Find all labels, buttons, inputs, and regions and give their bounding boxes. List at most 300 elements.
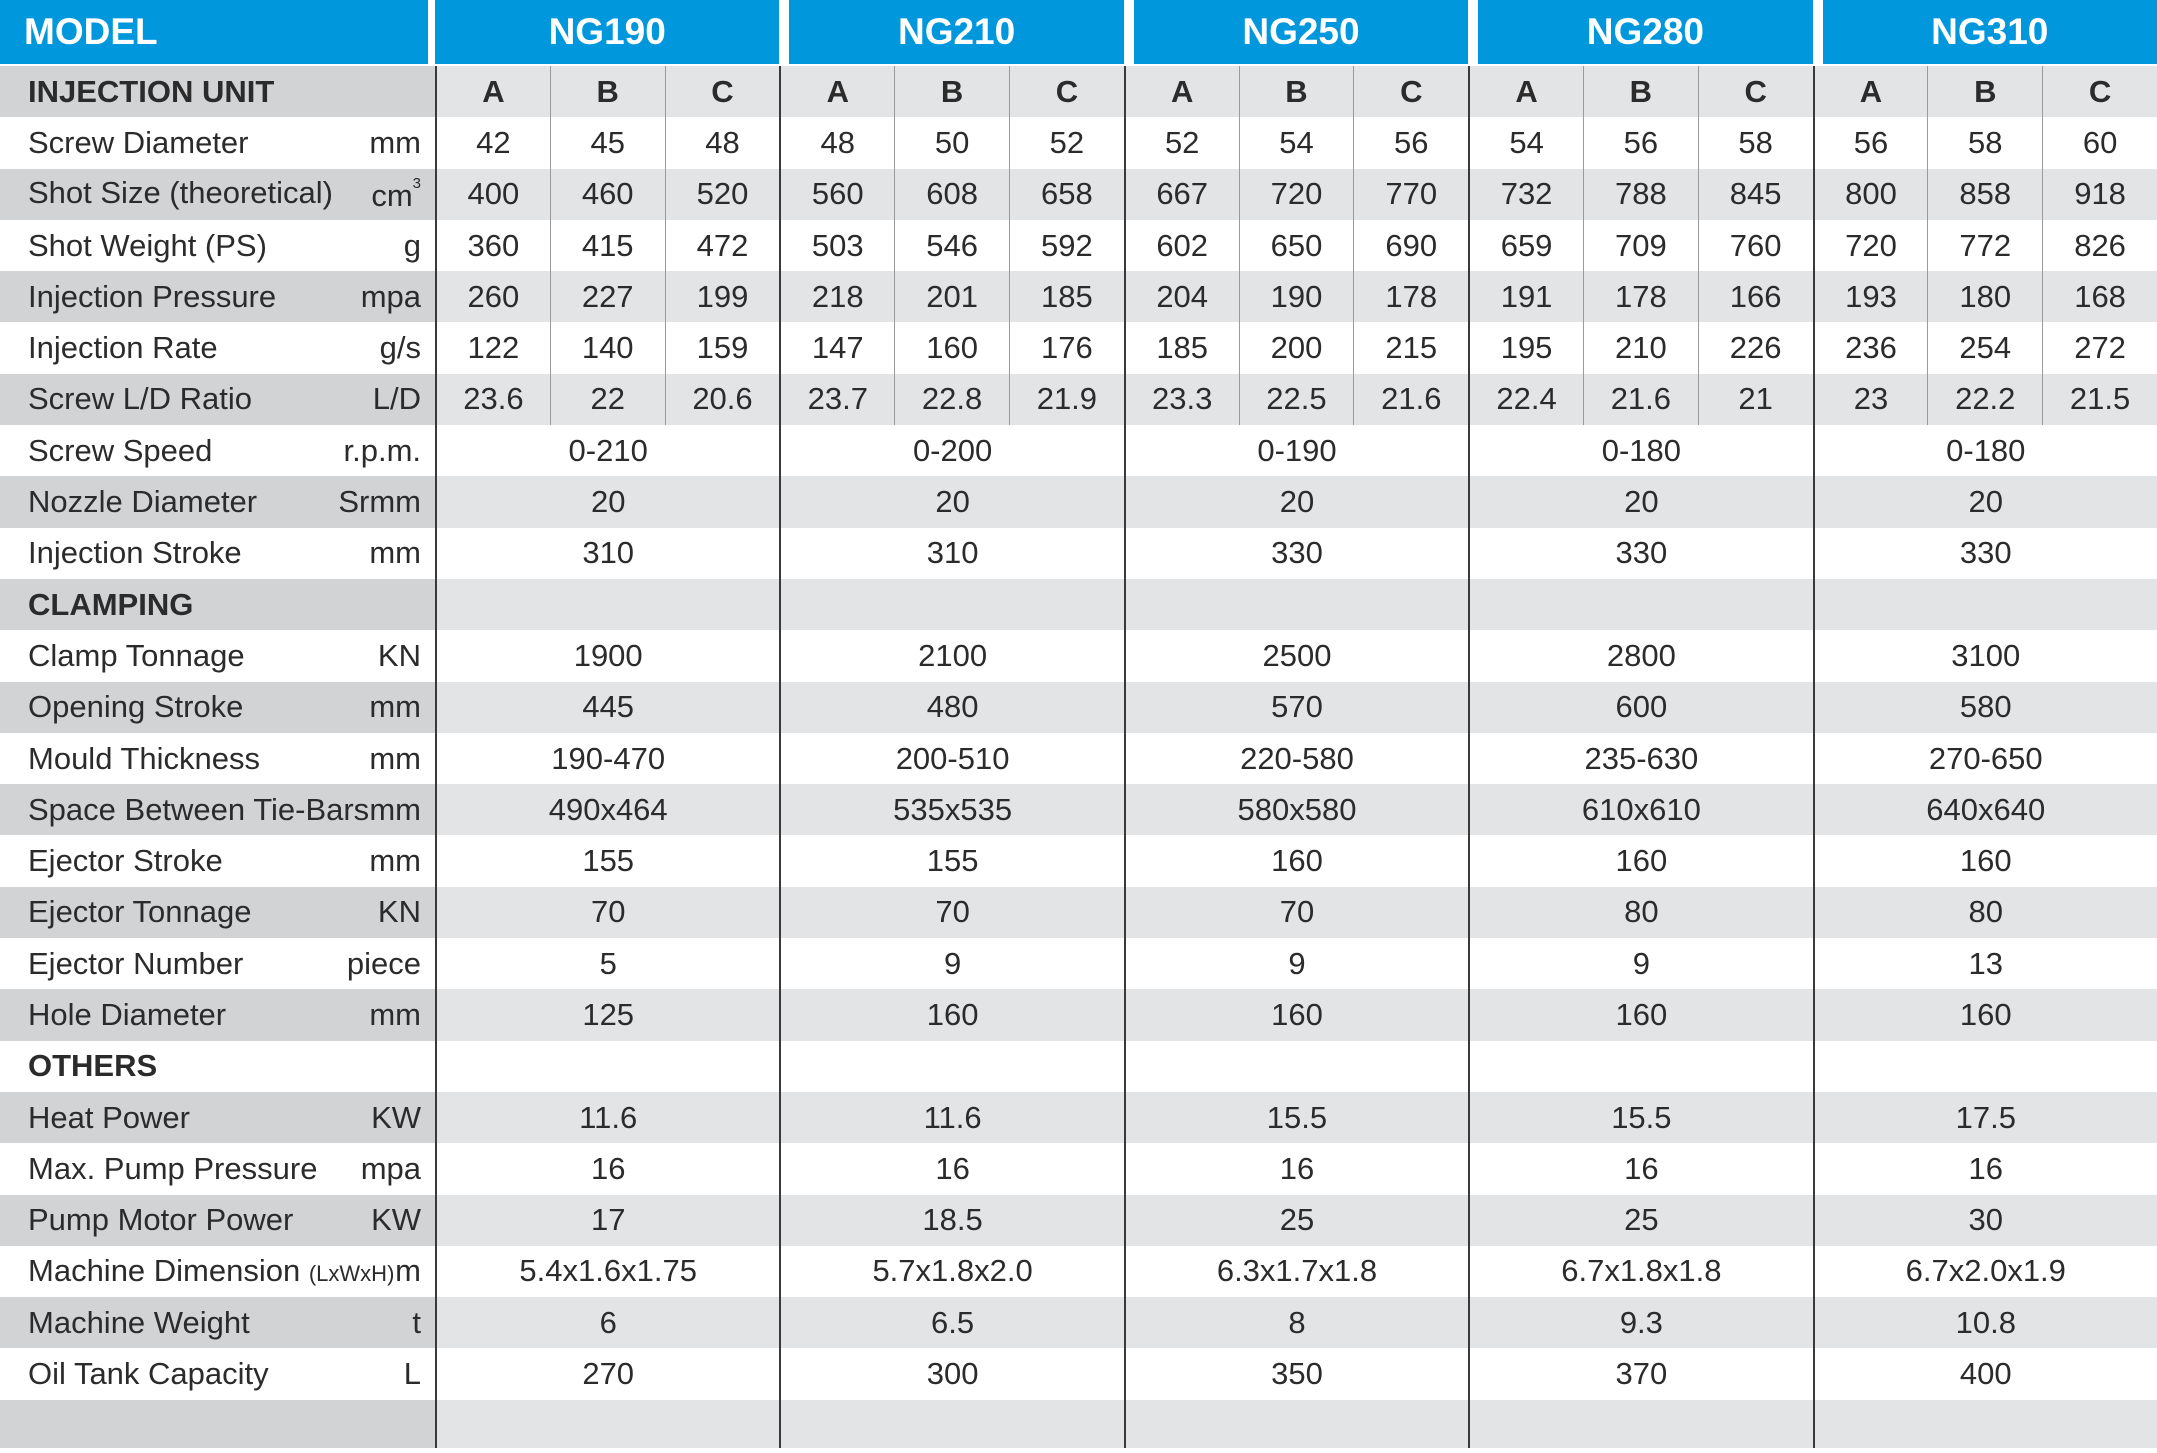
parameter-unit: KW <box>371 1099 421 1135</box>
value-cell: 220-580 <box>1124 733 1468 784</box>
value-cell: 6.7x1.8x1.8 <box>1468 1246 1812 1297</box>
value-cell: 178 <box>1583 271 1698 322</box>
value-cell: 17 <box>435 1195 779 1246</box>
parameter-name: Injection Rate <box>28 330 218 366</box>
value-cell: 160 <box>1813 835 2157 886</box>
row-label <box>0 528 435 579</box>
section-title: OTHERS <box>0 1041 435 1092</box>
spec-row-machine-dimension <box>0 1246 2157 1297</box>
parameter-name: Hole Diameter <box>28 996 227 1032</box>
value-cell: 70 <box>779 887 1123 938</box>
variant-label: C <box>1698 66 1813 117</box>
spec-row-injection-stroke <box>0 528 2157 579</box>
row-label <box>0 220 435 271</box>
value-cell: 166 <box>1698 271 1813 322</box>
value-cell: 600 <box>1468 682 1812 733</box>
value-cell: 23 <box>1813 374 1928 425</box>
model-header-cell: NG250 <box>1124 0 1468 66</box>
value-cell: 800 <box>1813 169 1928 220</box>
value-cell: 17.5 <box>1813 1092 2157 1143</box>
value-cell: 42 <box>435 117 550 168</box>
row-label <box>0 1143 435 1194</box>
parameter-unit: mpa <box>360 278 421 314</box>
parameter-unit: mm <box>369 791 421 827</box>
parameter-unit: mm <box>369 124 421 160</box>
value-cell: 480 <box>779 682 1123 733</box>
parameter-name: Screw Speed <box>28 432 213 468</box>
spec-row-heat-power <box>0 1092 2157 1143</box>
value-cell: 50 <box>894 117 1009 168</box>
footer-cell <box>1468 1400 1812 1448</box>
value-cell: 185 <box>1124 322 1239 373</box>
value-cell: 227 <box>550 271 665 322</box>
parameter-name: Screw Diameter <box>28 124 249 160</box>
value-cell: 155 <box>435 835 779 886</box>
parameter-unit: mm <box>369 535 421 571</box>
value-cell: 20 <box>435 476 779 527</box>
variant-label: A <box>1813 66 1928 117</box>
value-cell: 125 <box>435 989 779 1040</box>
parameter-unit: mm <box>369 689 421 725</box>
value-cell: 122 <box>435 322 550 373</box>
value-cell: 21.6 <box>1353 374 1468 425</box>
parameter-unit: $cm^3$ <box>371 174 421 213</box>
model-label: MODEL <box>0 0 428 66</box>
value-cell: 160 <box>1124 835 1468 886</box>
variant-label: C <box>665 66 780 117</box>
row-label <box>0 271 435 322</box>
section-title: INJECTION UNIT <box>0 66 435 117</box>
spec-row-tie-bar-space <box>0 784 2157 835</box>
value-cell: 270-650 <box>1813 733 2157 784</box>
variant-label: C <box>1009 66 1124 117</box>
section-title: CLAMPING <box>0 579 435 630</box>
value-cell: 370 <box>1468 1348 1812 1399</box>
value-cell: 160 <box>894 322 1009 373</box>
value-cell: 310 <box>435 528 779 579</box>
parameter-name: Pump Motor Power <box>28 1202 294 1238</box>
value-cell: 6 <box>435 1297 779 1348</box>
empty-cell <box>1813 1041 2157 1092</box>
value-cell: 826 <box>2042 220 2157 271</box>
parameter-unit: L <box>403 1356 421 1392</box>
section-others <box>0 1041 2157 1092</box>
value-cell: 21.9 <box>1009 374 1124 425</box>
value-cell: 445 <box>435 682 779 733</box>
parameter-unit: m <box>395 1253 421 1289</box>
parameter-name: Screw L/D Ratio <box>28 381 252 417</box>
value-cell: 20 <box>1468 476 1812 527</box>
value-cell: 160 <box>779 989 1123 1040</box>
value-cell: 21.6 <box>1583 374 1698 425</box>
parameter-name: Injection Pressure <box>28 278 277 314</box>
value-cell: 185 <box>1009 271 1124 322</box>
row-label <box>0 887 435 938</box>
parameter-unit: Srmm <box>338 484 421 520</box>
value-cell: 11.6 <box>435 1092 779 1143</box>
variant-label: B <box>894 66 1009 117</box>
parameter-unit: g/s <box>379 330 421 366</box>
value-cell: 0-210 <box>435 425 779 476</box>
table-footer <box>0 1400 2157 1448</box>
parameter-unit: t <box>412 1304 421 1340</box>
value-cell: 80 <box>1813 887 2157 938</box>
parameter-name: Heat Power <box>28 1099 190 1135</box>
row-label <box>0 1348 435 1399</box>
value-cell: 11.6 <box>779 1092 1123 1143</box>
footer-cell <box>435 1400 779 1448</box>
value-cell: 199 <box>665 271 780 322</box>
parameter-name: Shot Weight (PS) <box>28 227 267 263</box>
parameter-name: Ejector Tonnage <box>28 894 252 930</box>
value-cell: 350 <box>1124 1348 1468 1399</box>
row-label <box>0 476 435 527</box>
value-cell: 720 <box>1239 169 1354 220</box>
value-cell: 6.7x2.0x1.9 <box>1813 1246 2157 1297</box>
value-cell: 5.7x1.8x2.0 <box>779 1246 1123 1297</box>
parameter-name: Max. Pump Pressure <box>28 1150 318 1186</box>
row-label <box>0 169 435 220</box>
model-header-row <box>0 0 2157 66</box>
row-label <box>0 733 435 784</box>
value-cell: 503 <box>779 220 894 271</box>
empty-cell <box>1124 1041 1468 1092</box>
empty-cell <box>1468 579 1812 630</box>
value-cell: 22.2 <box>1927 374 2042 425</box>
row-label <box>0 117 435 168</box>
value-cell: 270 <box>435 1348 779 1399</box>
value-cell: 858 <box>1927 169 2042 220</box>
value-cell: 235-630 <box>1468 733 1812 784</box>
value-cell: 160 <box>1468 835 1812 886</box>
value-cell: 13 <box>1813 938 2157 989</box>
parameter-name: Oil Tank Capacity <box>28 1356 269 1392</box>
parameter-unit: g <box>403 227 421 263</box>
model-header-cell: NG310 <box>1813 0 2157 66</box>
value-cell: 667 <box>1124 169 1239 220</box>
value-cell: 772 <box>1927 220 2042 271</box>
model-header-cell: NG280 <box>1468 0 1812 66</box>
value-cell: 210 <box>1583 322 1698 373</box>
section-clamping <box>0 579 2157 630</box>
parameter-name: Shot Size (theoretical) <box>28 174 333 210</box>
value-cell: 160 <box>1813 989 2157 1040</box>
empty-cell <box>779 579 1123 630</box>
row-label <box>0 322 435 373</box>
parameter-name: Ejector Number <box>28 945 244 981</box>
spec-row-oil-tank-capacity <box>0 1348 2157 1399</box>
value-cell: 760 <box>1698 220 1813 271</box>
footer-cell <box>779 1400 1123 1448</box>
value-cell: 272 <box>2042 322 2157 373</box>
parameter-unit: KN <box>377 894 421 930</box>
parameter-unit: piece <box>346 945 421 981</box>
value-cell: 70 <box>435 887 779 938</box>
value-cell: 720 <box>1813 220 1928 271</box>
parameter-unit: mm <box>369 740 421 776</box>
value-cell: 159 <box>665 322 780 373</box>
value-cell: 650 <box>1239 220 1354 271</box>
row-label <box>0 835 435 886</box>
parameter-unit: KN <box>377 637 421 673</box>
value-cell: 2800 <box>1468 630 1812 681</box>
value-cell: 570 <box>1124 682 1468 733</box>
value-cell: 45 <box>550 117 665 168</box>
value-cell: 200-510 <box>779 733 1123 784</box>
spec-row-ejector-tonnage <box>0 887 2157 938</box>
value-cell: 48 <box>665 117 780 168</box>
value-cell: 201 <box>894 271 1009 322</box>
value-cell: 70 <box>1124 887 1468 938</box>
value-cell: 788 <box>1583 169 1698 220</box>
value-cell: 8 <box>1124 1297 1468 1348</box>
value-cell: 3100 <box>1813 630 2157 681</box>
value-cell: 160 <box>1468 989 1812 1040</box>
value-cell: 2100 <box>779 630 1123 681</box>
value-cell: 20.6 <box>665 374 780 425</box>
row-label <box>0 1195 435 1246</box>
value-cell: 56 <box>1353 117 1468 168</box>
model-header-cell: NG190 <box>435 0 779 66</box>
parameter-name: Nozzle Diameter <box>28 484 258 520</box>
parameter-unit: mm <box>369 843 421 879</box>
value-cell: 16 <box>1468 1143 1812 1194</box>
value-cell: 300 <box>779 1348 1123 1399</box>
value-cell: 23.6 <box>435 374 550 425</box>
row-label <box>0 1297 435 1348</box>
value-cell: 918 <box>2042 169 2157 220</box>
value-cell: 23.3 <box>1124 374 1239 425</box>
row-label <box>0 630 435 681</box>
value-cell: 490x464 <box>435 784 779 835</box>
value-cell: 25 <box>1468 1195 1812 1246</box>
value-cell: 23.7 <box>779 374 894 425</box>
variant-label: B <box>1583 66 1698 117</box>
spec-row-hole-diameter <box>0 989 2157 1040</box>
value-cell: 18.5 <box>779 1195 1123 1246</box>
variant-label: A <box>1468 66 1583 117</box>
parameter-unit: L/D <box>372 381 421 417</box>
spec-row-ejector-number <box>0 938 2157 989</box>
row-label <box>0 1092 435 1143</box>
section-injection-unit <box>0 66 2157 117</box>
value-cell: 54 <box>1468 117 1583 168</box>
empty-cell <box>435 1041 779 1092</box>
row-label <box>0 784 435 835</box>
row-label <box>0 1246 435 1297</box>
value-cell: 16 <box>1813 1143 2157 1194</box>
parameter-name: Injection Stroke <box>28 535 242 571</box>
value-cell: 218 <box>779 271 894 322</box>
value-cell: 215 <box>1353 322 1468 373</box>
row-label <box>0 938 435 989</box>
parameter-name: Ejector Stroke <box>28 843 223 879</box>
value-cell: 2500 <box>1124 630 1468 681</box>
value-cell: 690 <box>1353 220 1468 271</box>
value-cell: 640x640 <box>1813 784 2157 835</box>
value-cell: 190-470 <box>435 733 779 784</box>
value-cell: 330 <box>1813 528 2157 579</box>
empty-cell <box>1124 579 1468 630</box>
value-cell: 190 <box>1239 271 1354 322</box>
parameter-name: Clamp Tonnage <box>28 637 245 673</box>
value-cell: 1900 <box>435 630 779 681</box>
footer-cell <box>1124 1400 1468 1448</box>
value-cell: 195 <box>1468 322 1583 373</box>
value-cell: 15.5 <box>1468 1092 1812 1143</box>
variant-label: A <box>1124 66 1239 117</box>
value-cell: 560 <box>779 169 894 220</box>
spec-row-screw-ld-ratio <box>0 374 2157 425</box>
parameter-unit: r.p.m. <box>343 432 421 468</box>
value-cell: 9.3 <box>1468 1297 1812 1348</box>
value-cell: 140 <box>550 322 665 373</box>
value-cell: 22 <box>550 374 665 425</box>
value-cell: 58 <box>1698 117 1813 168</box>
value-cell: 16 <box>435 1143 779 1194</box>
spec-row-mould-thickness <box>0 733 2157 784</box>
spec-row-max-pump-pressure <box>0 1143 2157 1194</box>
value-cell: 25 <box>1124 1195 1468 1246</box>
value-cell: 330 <box>1468 528 1812 579</box>
variant-label: A <box>779 66 894 117</box>
parameter-name: Space Between Tie-Bars <box>28 791 370 827</box>
spec-row-machine-weight <box>0 1297 2157 1348</box>
value-cell: 709 <box>1583 220 1698 271</box>
value-cell: 168 <box>2042 271 2157 322</box>
empty-cell <box>435 579 779 630</box>
value-cell: 9 <box>779 938 1123 989</box>
value-cell: 193 <box>1813 271 1928 322</box>
value-cell: 360 <box>435 220 550 271</box>
value-cell: 0-180 <box>1468 425 1812 476</box>
value-cell: 460 <box>550 169 665 220</box>
value-cell: 20 <box>1813 476 2157 527</box>
spec-row-shot-size <box>0 169 2157 220</box>
value-cell: 535x535 <box>779 784 1123 835</box>
value-cell: 0-200 <box>779 425 1123 476</box>
empty-cell <box>1813 579 2157 630</box>
row-label <box>0 374 435 425</box>
value-cell: 20 <box>1124 476 1468 527</box>
row-label <box>0 425 435 476</box>
variant-label: C <box>2042 66 2157 117</box>
value-cell: 592 <box>1009 220 1124 271</box>
value-cell: 20 <box>779 476 1123 527</box>
value-cell: 415 <box>550 220 665 271</box>
value-cell: 56 <box>1583 117 1698 168</box>
value-cell: 80 <box>1468 887 1812 938</box>
value-cell: 21 <box>1698 374 1813 425</box>
value-cell: 732 <box>1468 169 1583 220</box>
footer-cell <box>1813 1400 2157 1448</box>
value-cell: 16 <box>779 1143 1123 1194</box>
value-cell: 520 <box>665 169 780 220</box>
value-cell: 155 <box>779 835 1123 886</box>
spec-row-injection-pressure <box>0 271 2157 322</box>
value-cell: 160 <box>1124 989 1468 1040</box>
value-cell: 58 <box>1927 117 2042 168</box>
value-cell: 9 <box>1124 938 1468 989</box>
value-cell: 236 <box>1813 322 1928 373</box>
value-cell: 200 <box>1239 322 1354 373</box>
value-cell: 22.8 <box>894 374 1009 425</box>
value-cell: 147 <box>779 322 894 373</box>
spec-row-shot-weight <box>0 220 2157 271</box>
value-cell: 400 <box>435 169 550 220</box>
value-cell: 9 <box>1468 938 1812 989</box>
spec-row-opening-stroke <box>0 682 2157 733</box>
value-cell: 16 <box>1124 1143 1468 1194</box>
value-cell: 260 <box>435 271 550 322</box>
value-cell: 6.3x1.7x1.8 <box>1124 1246 1468 1297</box>
value-cell: 0-180 <box>1813 425 2157 476</box>
spec-row-clamp-tonnage <box>0 630 2157 681</box>
empty-cell <box>779 1041 1123 1092</box>
value-cell: 21.5 <box>2042 374 2157 425</box>
parameter-name: Machine Weight <box>28 1304 250 1340</box>
value-cell: 15.5 <box>1124 1092 1468 1143</box>
spec-row-ejector-stroke <box>0 835 2157 886</box>
value-cell: 310 <box>779 528 1123 579</box>
parameter-name: Opening Stroke <box>28 689 244 725</box>
empty-cell <box>1468 1041 1812 1092</box>
value-cell: 602 <box>1124 220 1239 271</box>
value-cell: 400 <box>1813 1348 2157 1399</box>
value-cell: 48 <box>779 117 894 168</box>
value-cell: 22.5 <box>1239 374 1354 425</box>
spec-row-injection-rate <box>0 322 2157 373</box>
variant-label: B <box>1927 66 2042 117</box>
row-label <box>0 682 435 733</box>
value-cell: 580 <box>1813 682 2157 733</box>
spec-row-pump-motor-power <box>0 1195 2157 1246</box>
value-cell: 52 <box>1009 117 1124 168</box>
value-cell: 5 <box>435 938 779 989</box>
value-cell: 60 <box>2042 117 2157 168</box>
row-label <box>0 989 435 1040</box>
value-cell: 22.4 <box>1468 374 1583 425</box>
value-cell: 546 <box>894 220 1009 271</box>
value-cell: 254 <box>1927 322 2042 373</box>
value-cell: 5.4x1.6x1.75 <box>435 1246 779 1297</box>
footer-label-cell <box>0 1400 435 1448</box>
value-cell: 191 <box>1468 271 1583 322</box>
value-cell: 204 <box>1124 271 1239 322</box>
value-cell: 330 <box>1124 528 1468 579</box>
value-cell: 178 <box>1353 271 1468 322</box>
spec-row-nozzle-diameter <box>0 476 2157 527</box>
parameter-unit: mpa <box>360 1150 421 1186</box>
parameter-name: Machine Dimension (LxWxH) <box>28 1253 395 1289</box>
value-cell: 180 <box>1927 271 2042 322</box>
value-cell: 6.5 <box>779 1297 1123 1348</box>
value-cell: 608 <box>894 169 1009 220</box>
value-cell: 56 <box>1813 117 1928 168</box>
value-cell: 176 <box>1009 322 1124 373</box>
model-header-cell: NG210 <box>779 0 1123 66</box>
value-cell: 52 <box>1124 117 1239 168</box>
value-cell: 472 <box>665 220 780 271</box>
value-cell: 770 <box>1353 169 1468 220</box>
value-cell: 54 <box>1239 117 1354 168</box>
spec-row-screw-diameter <box>0 117 2157 168</box>
value-cell: 580x580 <box>1124 784 1468 835</box>
value-cell: 10.8 <box>1813 1297 2157 1348</box>
spec-row-screw-speed <box>0 425 2157 476</box>
parameter-unit: KW <box>371 1202 421 1238</box>
value-cell: 226 <box>1698 322 1813 373</box>
